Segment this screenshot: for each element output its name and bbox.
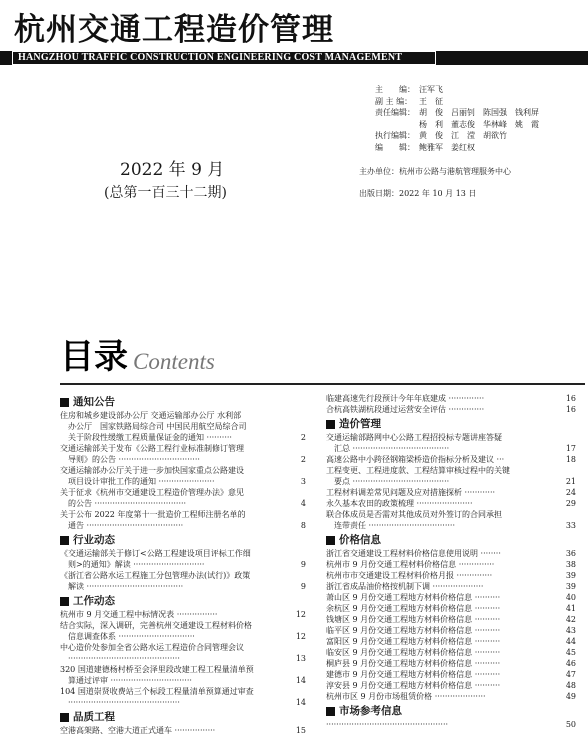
toc-entry-text: ············································ — [68, 698, 180, 707]
editorial-board — [375, 84, 585, 153]
toc-entry-text: 交通运输部路网中心公路工程招投标专题讲座答疑 — [326, 433, 502, 442]
toc-page-number: 44 — [565, 637, 576, 646]
toc-entry-text: 建德市 9 月份交通工程地方材料价格信息 ·········· — [326, 670, 501, 679]
toc-entry[interactable] — [326, 570, 576, 581]
toc-page-number: 45 — [565, 648, 576, 657]
toc-page-number: 13 — [295, 654, 306, 663]
toc-page-number: 39 — [565, 582, 576, 591]
toc-page-number: 24 — [565, 488, 576, 497]
section-square-icon — [60, 536, 69, 545]
toc-page-number: 38 — [565, 560, 576, 569]
toc-left-column — [60, 393, 306, 736]
toc-section-label: 造价管理 — [339, 418, 381, 430]
toc-entry-text: 钱塘区 9 月份交通工程地方材料价格信息 ·········· — [326, 615, 501, 624]
toc-entry[interactable] — [60, 620, 306, 642]
toc-entry-text: 高速公路中小跨径钢箱梁桥造价指标分析及建议 ··· — [326, 455, 505, 464]
issue-date: 2022 年 9 月 — [120, 160, 225, 180]
toc-entry-text: ············································ — [68, 654, 180, 663]
toc-page-number: 2 — [300, 455, 306, 464]
editorial-row — [375, 96, 585, 108]
toc-entry-text: 浙江省成品油价格按机制下调 ···················· — [326, 582, 484, 591]
toc-entry-text: 结合实际，深入调研，完善杭州交通建设工程材料价格 — [60, 621, 252, 630]
toc-entry[interactable] — [60, 686, 306, 708]
toc-section-label: 行业动态 — [73, 534, 115, 546]
toc-section-label: 工作动态 — [73, 595, 115, 607]
toc-section-heading — [326, 704, 576, 718]
editorial-names: 胡 俊 吕丽钊 陈国强 钱利屏 — [419, 108, 539, 117]
toc-section-label: 品质工程 — [73, 711, 115, 723]
editorial-names: 王 征 — [419, 96, 443, 106]
toc-entry[interactable] — [326, 548, 576, 559]
toc-entry-text: 临平区 9 月份交通工程地方材料价格信息 ·········· — [326, 626, 501, 635]
toc-section-heading — [60, 533, 306, 547]
toc-entry-text: 工程变更、工程进度款、工程结算审核过程中的关键 — [326, 466, 510, 475]
toc-title: 目录 — [60, 337, 128, 377]
toc-entry-text: 中心造价处参加全省公路水运工程造价合同管理会议 — [60, 643, 244, 652]
toc-entry[interactable] — [326, 498, 576, 509]
editorial-role: 责任编辑： — [375, 108, 415, 117]
toc-page-number: 16 — [565, 405, 576, 414]
toc-entry[interactable] — [326, 614, 576, 625]
toc-entry[interactable] — [326, 658, 576, 669]
editorial-role: 编 辑： — [375, 142, 415, 152]
toc-page-number: 14 — [295, 698, 306, 707]
toc-entry-text: 320 国道建德杨村桥至会泽里段改建工程工程量清单预 — [60, 665, 254, 674]
toc-section-heading — [60, 710, 306, 724]
toc-entry[interactable] — [60, 609, 306, 620]
toc-page-number: 33 — [565, 521, 576, 530]
toc-entry[interactable] — [326, 691, 576, 702]
publication-date: 出版日期：2022 年 10 月 13 日 — [359, 189, 477, 198]
toc-page-number: 43 — [565, 626, 576, 635]
toc-entry-text: 合杭高铁湖杭段通过运营安全评估 ·············· — [326, 405, 485, 414]
editorial-row — [375, 130, 585, 142]
toc-page-number: 9 — [300, 560, 306, 569]
editorial-names: 黄 俊 江 滢 胡欲竹 — [419, 131, 507, 140]
editorial-row — [375, 84, 585, 96]
toc-entry[interactable] — [60, 410, 306, 443]
toc-entry[interactable] — [326, 432, 576, 454]
toc-entry-text: 联合体成员是否需对其他成员对外签订的合同承担 — [326, 510, 502, 519]
section-square-icon — [60, 597, 69, 606]
toc-entry-text: 关于阶段性缓缴工程质量保证金的通知 ·········· — [68, 433, 232, 442]
toc-entry[interactable] — [326, 509, 576, 531]
editorial-row — [375, 142, 585, 154]
toc-entry-text: 空港高架路、空港大道正式通车 ················ — [60, 726, 216, 735]
toc-entry-text: 交通运输部办公厅关于进一步加快国家重点公路建设 — [60, 466, 244, 475]
toc-section-heading — [326, 533, 576, 547]
toc-entry[interactable] — [326, 636, 576, 647]
toc-page-number: 17 — [565, 444, 576, 453]
toc-entry[interactable] — [326, 487, 576, 498]
section-square-icon — [60, 398, 69, 407]
toc-page-number: 9 — [300, 582, 306, 591]
masthead-subtitle: HANGZHOU TRAFFIC CONSTRUCTION ENGINEERING COST MANAGEMENT — [18, 52, 403, 63]
toc-entry-text: 则>的通知》解读 ···························· — [68, 560, 205, 569]
toc-entry-text: 信息调查体系 ······························ — [68, 632, 195, 641]
toc-entry[interactable] — [326, 559, 576, 570]
section-square-icon — [326, 420, 335, 429]
toc-rule — [60, 383, 585, 385]
toc-right-column — [326, 393, 576, 730]
toc-entry-text: 临安区 9 月份交通工程地方材料价格信息 ·········· — [326, 648, 501, 657]
toc-entry-text: 办公厅 国家铁路局综合司 中国民用航空局综合司 — [68, 422, 247, 431]
toc-entry[interactable] — [60, 443, 306, 465]
toc-section-heading — [60, 395, 306, 409]
toc-page-number: 3 — [300, 477, 306, 486]
toc-section-label: 价格信息 — [339, 534, 381, 546]
toc-entry-text: 算通过评审 ································ — [68, 676, 192, 685]
toc-entry-text: ················································ — [326, 720, 449, 729]
toc-entry[interactable] — [60, 509, 306, 531]
toc-section-label: 市场参考信息 — [339, 705, 402, 717]
toc-page-number: 15 — [295, 726, 306, 735]
toc-page-number: 49 — [565, 692, 576, 701]
toc-entry[interactable] — [326, 603, 576, 614]
toc-entry[interactable] — [326, 625, 576, 636]
toc-entry-text: 杭州市 9 月份交通工程材料价格信息 ·············· — [326, 560, 495, 569]
toc-entry[interactable] — [326, 454, 576, 465]
toc-page-number: 18 — [565, 455, 576, 464]
toc-entry-text: 的公告 ···································· — [68, 499, 187, 508]
toc-entry[interactable] — [60, 664, 306, 686]
issue-serial: (总第一百三十二期) — [104, 185, 227, 201]
toc-page-number: 46 — [565, 659, 576, 668]
toc-page-number: 12 — [295, 632, 306, 641]
editorial-names: 汪军飞 — [419, 85, 443, 94]
toc-entry[interactable] — [326, 680, 576, 691]
toc-entry-text: 导则》的公告 ································ — [68, 455, 200, 464]
toc-page-number: 39 — [565, 571, 576, 580]
editorial-role: 副 主 编： — [375, 96, 413, 106]
editorial-role: 执行编辑： — [375, 131, 415, 140]
toc-entry-text: 余杭区 9 月份交通工程地方材料价格信息 ·········· — [326, 604, 501, 613]
toc-page-number: 36 — [565, 549, 576, 558]
toc-entry[interactable] — [60, 725, 306, 736]
toc-entry-text: 富阳区 9 月份交通工程地方材料价格信息 ·········· — [326, 637, 501, 646]
toc-page-number: 14 — [295, 676, 306, 685]
editorial-row — [375, 107, 585, 119]
editorial-names: 杨 利 董志俊 华林峰 姚 霞 — [419, 119, 539, 129]
toc-page-number: 48 — [565, 681, 576, 690]
toc-entry[interactable] — [326, 669, 576, 680]
toc-page-number: 41 — [565, 604, 576, 613]
section-square-icon — [326, 707, 335, 716]
toc-page-number: 16 — [565, 394, 576, 403]
toc-page-number: 29 — [565, 499, 576, 508]
toc-page-number: 8 — [300, 521, 306, 530]
toc-entry-text: 《浙江省公路水运工程施工分包管理办法(试行)》政策 — [60, 571, 251, 580]
toc-page-number: 21 — [565, 477, 576, 486]
section-square-icon — [326, 536, 335, 545]
toc-entry-text: 浙江省交通建设工程材料价格信息使用说明 ········ — [326, 549, 501, 558]
toc-entry[interactable] — [326, 647, 576, 658]
toc-entry-text: 桐庐县 9 月份交通工程地方材料价格信息 ·········· — [326, 659, 501, 668]
toc-entry[interactable] — [326, 592, 576, 603]
toc-entry[interactable] — [60, 642, 306, 664]
toc-entry-text: 工程材料调差常见问题及应对措施探析 ············ — [326, 488, 496, 497]
toc-title-en: Contents — [133, 349, 215, 374]
toc-entry[interactable] — [326, 404, 576, 415]
toc-page-number: 12 — [295, 610, 306, 619]
toc-page-number: 2 — [300, 433, 306, 442]
masthead-title: 杭州交通工程造价管理 — [14, 12, 334, 48]
toc-entry[interactable] — [326, 581, 576, 592]
sponsor-line: 主办单位：杭州市公路与港航管理服务中心 — [359, 167, 511, 176]
toc-entry-text: 临建高速先行段预计今年年底建成 ·············· — [326, 394, 485, 403]
toc-entry-text: 杭州市 9 月交通工程中标情况表 ················ — [60, 610, 218, 619]
toc-entry[interactable] — [326, 393, 576, 404]
toc-entry[interactable] — [326, 719, 576, 730]
toc-entry-text: 关于征求《杭州市交通建设工程造价管理办法》意见 — [60, 488, 244, 497]
toc-section-label: 通知公告 — [73, 396, 115, 408]
toc-entry-text: 汇总 ······································ — [334, 444, 450, 453]
toc-page-number: 42 — [565, 615, 576, 624]
toc-entry-text: 住房和城乡建设部办公厅 交通运输部办公厅 水利部 — [60, 411, 242, 420]
toc-entry-text: 要点 ······································ — [334, 477, 450, 486]
toc-entry[interactable] — [60, 548, 306, 570]
toc-entry[interactable] — [60, 487, 306, 509]
toc-entry-text: 通告 ······································ — [68, 521, 184, 530]
toc-entry-text: 《交通运输部关于修订<公路工程建设项目评标工作细 — [60, 549, 251, 558]
toc-entry-text: 杭州市区 9 月份市场租赁价格 ···················· — [326, 692, 486, 701]
toc-entry-text: 关于公布 2022 年度第十一批造价工程师注册名单的 — [60, 510, 246, 519]
toc-entry-text: 连带责任 ·································· — [334, 521, 456, 530]
toc-page-number: 47 — [565, 670, 576, 679]
editorial-names: 鲍雅军 姜红权 — [419, 142, 475, 152]
toc-entry-text: 萧山区 9 月份交通工程地方材料价格信息 ·········· — [326, 593, 501, 602]
toc-entry-text: 104 国道崇贤收费站三个标段工程量清单预算通过审查 — [60, 687, 254, 696]
toc-entry[interactable] — [60, 570, 306, 592]
toc-entry[interactable] — [326, 465, 576, 487]
toc-page-number: 50 — [565, 720, 576, 729]
toc-entry-text: 永久基本农田的政策梳理 ······················ — [326, 499, 473, 508]
toc-entry-text: 淳安县 9 月份交通工程地方材料价格信息 ·········· — [326, 681, 501, 690]
section-square-icon — [60, 713, 69, 722]
toc-entry-text: 杭州市市交通建设工程材料价格月报 ·············· — [326, 571, 493, 580]
toc-entry-text: 解读 ······································ — [68, 582, 184, 591]
toc-section-heading — [326, 417, 576, 431]
toc-section-heading — [60, 594, 306, 608]
toc-entry[interactable] — [60, 465, 306, 487]
toc-entry-text: 交通运输部关于发布《公路工程行业标准制修订管理 — [60, 444, 244, 453]
toc-page-number: 40 — [565, 593, 576, 602]
editorial-role: 主 编： — [375, 85, 415, 94]
toc-page-number: 4 — [300, 499, 306, 508]
toc-entry-text: 项目设计审批工作的通知 ······················ — [68, 477, 215, 486]
